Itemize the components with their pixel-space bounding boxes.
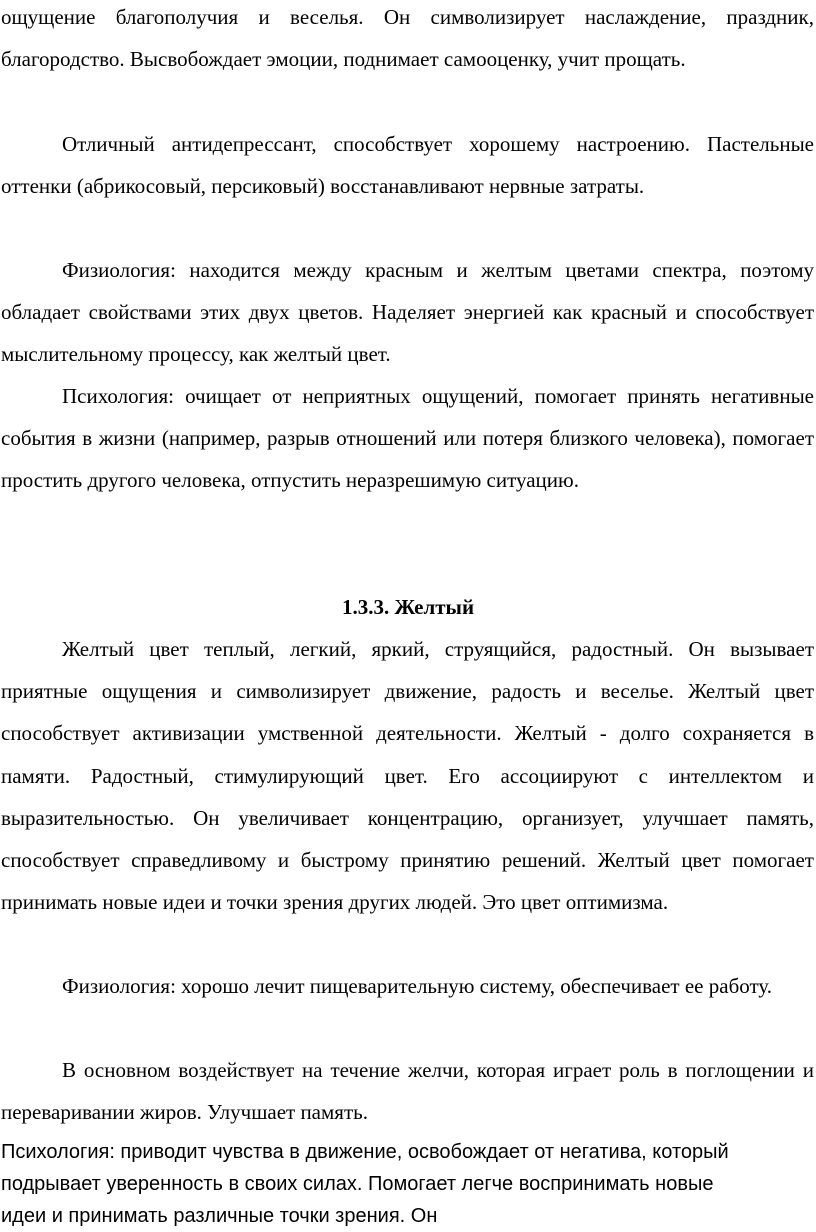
paragraph-bile: В основном воздействует на течение желчи, которая играет роль в поглощении и переваривании жиров. Улучшает память.: [1, 1058, 814, 1125]
paragraph-psychology-orange: Психология: очищает от неприятных ощущений, помогает принять негативные события в жизни (например, разрыв отношений или потеря близкого человека), помогает простить другого человека, отпустить неразрешимую ситуацию.: [1, 384, 814, 493]
paragraph-physiology-yellow: Физиология: хорошо лечит пищеварительную систему, обеспечивает ее работу.: [62, 974, 773, 998]
paragraph-yellow-description: Желтый цвет теплый, легкий, яркий, струящийся, радостный. Он вызывает приятные ощущения и символизирует движение, радость и веселье. Желтый цвет способствует активизации умственной деятельности. Желтый - долго сохраняется в памяти. Радостный, стимулирующий цвет. Его ассоциируют с интеллектом и выразительностью. Он увеличивает концентрацию, организует, улучшает память, способствует справедливому и быстрому принятию решений. Желтый цвет помогает принимать новые идеи и точки зрения других людей. Это цвет оптимизма.: [1, 637, 814, 915]
paragraph-continuation: ощущение благополучия и веселья. Он символизирует наслаждение, праздник, благородство. Высвобождает эмоции, поднимает самооценку, учит прощать.: [1, 5, 814, 72]
paragraph-physiology-orange: Физиология: находится между красным и желтым цветами спектра, поэтому обладает свойствами этих двух цветов. Наделяет энергией как красный и способствует мыслительному процессу, как желтый цвет.: [1, 258, 814, 367]
section-heading-yellow: 1.3.3. Желтый: [341, 595, 475, 619]
paragraph-antidepressant: Отличный антидепрессант, способствует хорошему настроению. Пастельные оттенки (абрикосовый, персиковый) восстанавливают нервные затраты.: [1, 132, 814, 199]
paragraph-psychology-yellow: Психология: приводит чувства в движение, освобождает от негатива, который подрывает уверенность в своих силах. Помогает легче воспринимать новые идеи и принимать различные точки зрения. Он: [1, 1141, 729, 1227]
